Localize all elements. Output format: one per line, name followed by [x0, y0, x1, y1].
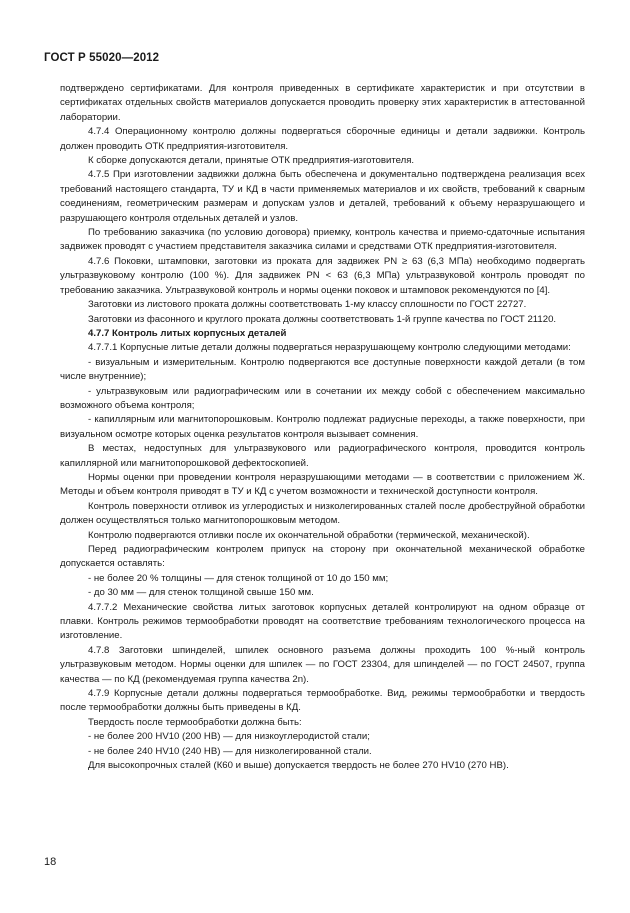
paragraph: 4.7.6 Поковки, штамповки, заготовки из проката для задвижек PN ≥ 63 (6,3 МПа) необходимо подвергать ультразвуковому контролю (100 %). Для задвижек PN < 63 (6,3 МПа) ультразвуковой контроль проводят по требованию заказчика. Ультразвуковой контроль и нормы оценки поковок и штамповок рекомендуются по [4].	[60, 255, 585, 296]
paragraph: Контролю подвергаются отливки после их окончательной обработки (термической, механической).	[88, 529, 530, 541]
list-item: - визуальным и измерительным. Контролю подвергаются все доступные поверхности каждой детали (в том числе внутренние);	[60, 356, 585, 383]
document-header: ГОСТ Р 55020—2012	[44, 52, 160, 64]
list-item: - капиллярным или магнитопорошковым. Контролю подлежат радиусные переходы, а также поверхности, при визуальном осмотре которых оценка результатов контроля вызывает сомнения.	[60, 414, 585, 440]
paragraph: 4.7.9 Корпусные детали должны подвергаться термообработке. Вид, режимы термообработки и твердость после термообработки должны быть приведены в КД.	[60, 688, 585, 714]
paragraph: К сборке допускаются детали, принятые ОТК предприятия-изготовителя.	[88, 155, 415, 167]
paragraph: Для высокопрочных сталей (К60 и выше) допускается твердость не более 270 HV10 (270 НВ).	[88, 760, 509, 772]
paragraph: Заготовки из листового проката должны соответствовать 1-му классу сплошности по ГОСТ 22727.	[88, 299, 527, 311]
paragraph: подтверждено сертификатами. Для контроля приведенных в сертификате характеристик и при отсутствии в сертификатах отдельных свойств материалов допускается проводить проверку этих характеристик в аттестованной лаборатории.	[60, 83, 585, 123]
paragraph: Заготовки из фасонного и круглого проката должны соответствовать 1-й группе качества по ГОСТ 21120.	[88, 313, 557, 325]
page-number: 18	[44, 856, 57, 868]
list-item: - не более 240 HV10 (240 НВ) — для низколегированной стали.	[88, 745, 372, 757]
section-heading: 4.7.7 Контроль литых корпусных деталей	[88, 327, 287, 339]
paragraph: По требованию заказчика (по условию договора) приемку, контроль качества и приемо-сдаточные испытания задвижек проводят с участием представителя заказчика силами и средствами ОТК предприятия-изготовителя.	[60, 227, 585, 253]
document-body	[60, 82, 585, 774]
paragraph: 4.7.7.2 Механические свойства литых заготовок корпусных деталей контролируют на одном образце от плавки. Контроль режимов термообработки проводят на соответствие требованиям технологического процесса на изготовление.	[60, 601, 585, 642]
list-item: - ультразвуковым или радиографическим или в сочетании их между собой с обеспечением максимально возможного объема контроля;	[60, 385, 585, 411]
paragraph: В местах, недоступных для ультразвукового или радиографического контроля, проводится контроль капиллярной или магнитопорошковой дефектоскопией.	[60, 443, 585, 469]
paragraph: 4.7.8 Заготовки шпинделей, шпилек основного разъема должны проходить 100 %-ный контроль ультразвуковым методом. Нормы оценки для шпилек — по ГОСТ 23304, для шпинделей — по ГОСТ 24507, группа качества — по КД (рекомендуемая группа качества 2n).	[60, 644, 585, 685]
paragraph: 4.7.7.1 Корпусные литые детали должны подвергаться неразрушающему контролю следующими методами:	[88, 342, 571, 354]
paragraph: Перед радиографическим контролем припуск на сторону при окончательной механической обработке допускается оставлять:	[60, 544, 585, 570]
paragraph: 4.7.5 При изготовлении задвижки должна быть обеспечена и документально подтверждена реализация всех требований настоящего стандарта, ТУ и КД в части применяемых материалов и их свойств, требований к сварным соединениям, геометрическим размерам и допускам узлов и деталей, требований к объему неразрушающего и разрушающего контроля отдельных деталей и узлов.	[60, 169, 585, 224]
list-item: - до 30 мм — для стенок толщиной свыше 150 мм.	[88, 587, 314, 599]
paragraph: Твердость после термообработки должна быть:	[88, 716, 302, 728]
paragraph: Контроль поверхности отливок из углеродистых и низколегированных сталей после дробеструйной обработки должен осуществляться только магнитопорошковым методом.	[60, 500, 585, 527]
paragraph: 4.7.4 Операционному контролю должны подвергаться сборочные единицы и детали задвижки. Контроль должен проводить ОТК предприятия-изготовителя.	[60, 126, 585, 152]
paragraph: Нормы оценки при проведении контроля неразрушающими методами — в соответствии с приложением Ж. Методы и объем контроля приводят в ТУ и КД с учетом возможности и технической доступности контроля.	[60, 471, 585, 498]
list-item: - не более 20 % толщины — для стенок толщиной от 10 до 150 мм;	[88, 572, 389, 584]
list-item: - не более 200 HV10 (200 НВ) — для низкоуглеродистой стали;	[88, 731, 370, 743]
